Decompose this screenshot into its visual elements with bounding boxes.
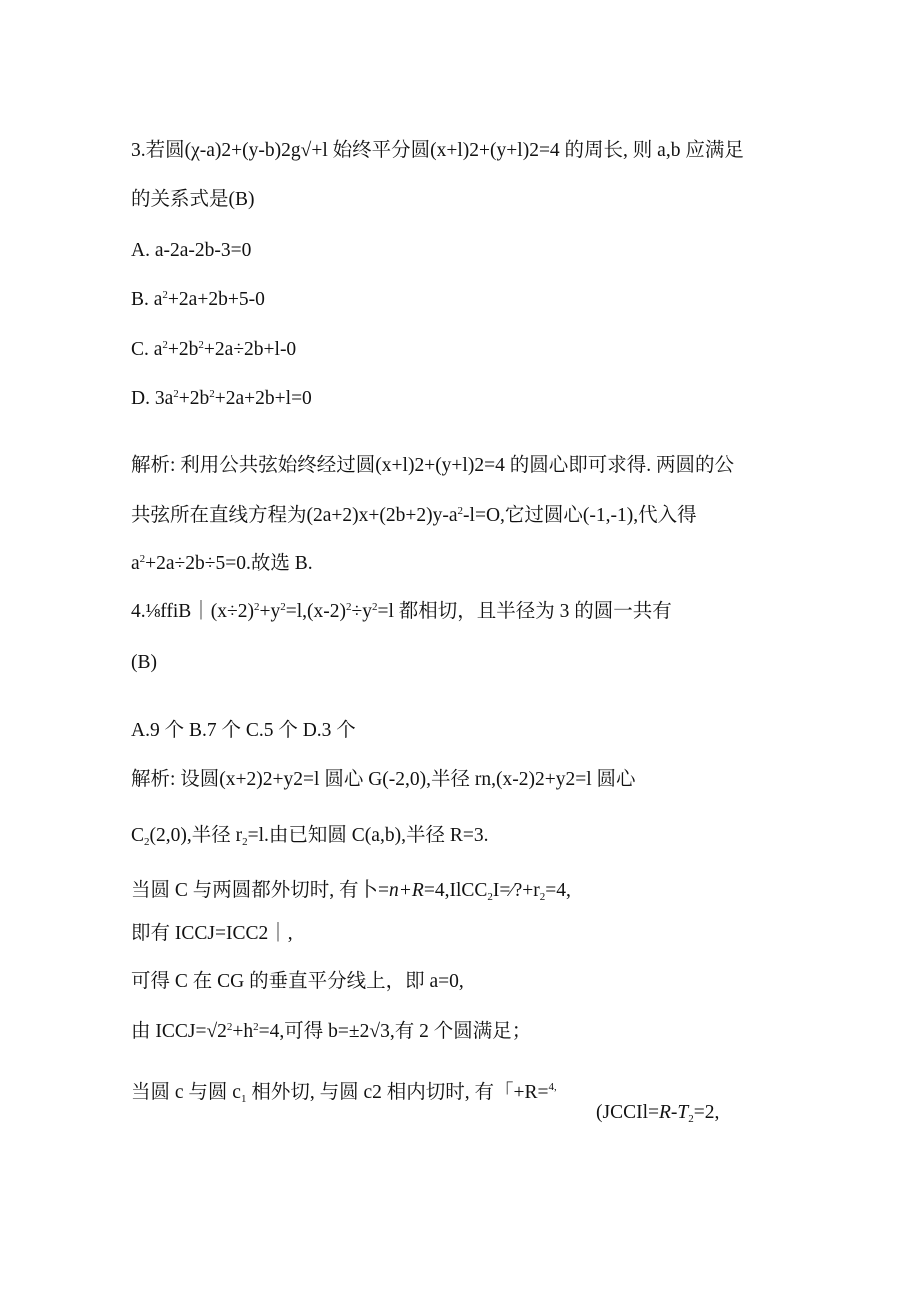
q4-solution-line1: 解析: 设圆(x+2)2+y2=l 圆心 G(-2,0),半径 rn,(x-2)2+y2=l 圆心 [131,769,636,790]
q3-solution-line1: 解析: 利用公共弦始终经过圆(x+l)2+(y+l)2=4 的圆心即可求得. 两圆的公 [131,455,734,476]
q4-solution-line5: 可得 C 在 CG 的垂直平分线上，即 a=0, [131,971,464,992]
q3-option-b: B. $a^2+2a+2b+5-0$ [131,289,265,310]
q3-stem-line2: 的关系式是(B) [131,189,255,210]
q4-solution-line4: 即有 ICCJ=ICC2｜, [131,923,293,944]
q3-solution-line2: 共弦所在直线方程为$(2a+2)x+(2b+2)y-a^2-l=O$,它过圆心(-1,-1),代入得 [131,505,697,526]
q4-options: A.9 个 B.7 个 C.5 个 D.3 个 [131,720,356,741]
q3-option-a: A. a-2a-2b-3=0 [131,240,252,261]
q3-solution-line3: $a^2+2a\div 2b\div 5=0$.故选 B. [131,553,313,574]
q4-solution-line6: 由 $ICCJ=√2^2+h^2=4$,可得 b=±2√3,有 2 个圆满足； [131,1021,532,1042]
q3-stem-line1: 3.若圆(χ-a)2+(y-b)2g√+l 始终平分圆(x+l)2+(y+l)2=4 的周长, 则 a,b 应满足 [131,140,744,161]
q4-solution-line8: ($JCCIl=R-T_2=2$, [596,1102,720,1125]
q4-solution-line3: 当圆 C 与两圆都外切时, 有卜$=n+R=4,IlCC_2I=⁄?+r_2=4$, [131,880,571,903]
q4-solution-line2: $C_2(2,0)$,半径 $r_2=l$.由已知圆 C(a,b),半径 R=3. [131,825,489,848]
q3-option-d: D. $3a^2+2b^2+2a+2b+l=0$ [131,388,312,409]
q4-stem-line2: (B) [131,652,157,673]
q3-option-c: C. $a^2+2b^2+2a\div 2b+l-0$ [131,339,297,360]
q4-stem-line1: $4.\frac{1}{8}ffiB|(x\div 2)^2+y^2=l,(x-2)^2\div y^2=l$ 都相切，且半径为 3 的圆一共有 [131,601,672,622]
q4-solution-line7: 当圆 c 与圆 $c_1$ 相外切, 与圆 c2 相内切时, 有「+R=$^{4,}$ [131,1081,557,1105]
